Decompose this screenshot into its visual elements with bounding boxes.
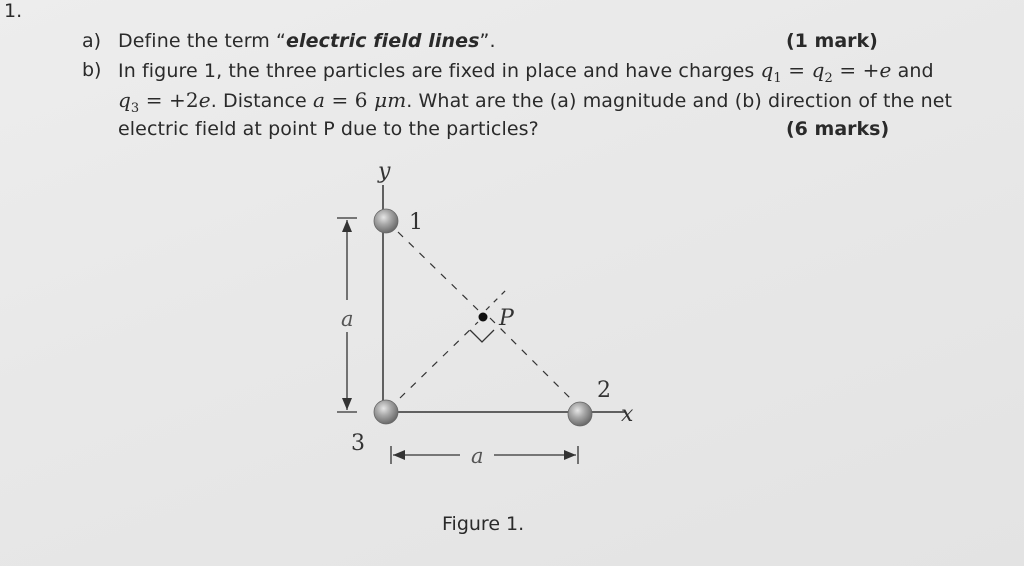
unit-micrometer: μm: [374, 88, 407, 112]
figure-1-diagram: [320, 150, 660, 480]
e2-symbol: e: [198, 88, 211, 112]
y-axis-label: y: [378, 159, 391, 184]
part-b-line-2: [118, 88, 952, 116]
dot: .: [210, 90, 223, 112]
part-b-marks: (6 marks): [786, 118, 890, 140]
particle-3-label: 3: [351, 431, 365, 456]
part-a-text: [118, 30, 496, 52]
equals-2: = +: [832, 58, 880, 82]
dim-horizontal-arrow-right: [564, 450, 576, 460]
right-angle-marker: [470, 330, 494, 342]
q3-subscript: 3: [130, 100, 140, 116]
dim-horizontal-label: a: [471, 444, 484, 468]
particle-1: [374, 209, 398, 233]
part-a-text-before: Define the term “: [118, 30, 286, 52]
part-a-text-after: ”.: [479, 30, 496, 52]
particle-3: [374, 400, 398, 424]
question-number: 1.: [4, 0, 23, 22]
equals-4: = 6: [325, 88, 375, 112]
particle-1-label: 1: [409, 210, 423, 235]
part-a-marks: (1 mark): [786, 30, 878, 52]
part-b-line2-rest: . What are the (a) magnitude and (b) direction of the net: [406, 90, 953, 112]
point-p: [479, 313, 488, 322]
and-word: and: [891, 60, 934, 82]
particle-2-label: 2: [597, 378, 611, 403]
e-symbol: e: [879, 58, 892, 82]
q3-symbol: q: [118, 88, 131, 112]
part-b-label: b): [82, 59, 102, 81]
q2-subscript: 2: [824, 70, 833, 86]
a-variable: a: [313, 88, 326, 112]
term-electric-field-lines: electric field lines: [286, 30, 480, 52]
distance-text: Distance: [222, 90, 313, 112]
part-a-label: a): [82, 30, 102, 52]
dim-vertical-label: a: [341, 307, 354, 331]
equals-1: =: [781, 58, 812, 82]
point-p-label: P: [499, 306, 514, 331]
q1-symbol: q: [760, 58, 774, 82]
dashed-line-3-to-p: [400, 322, 478, 398]
part-b-line-3: electric field at point P due to the particles?: [118, 118, 539, 140]
particle-2: [568, 402, 592, 426]
part-b-line1-text: In figure 1, the three particles are fixed in place and have charges: [118, 60, 761, 82]
dim-vertical-arrow-up: [342, 220, 352, 232]
equals-3: = +2: [139, 88, 199, 112]
dim-vertical-arrow-down: [342, 398, 352, 410]
figure-caption: Figure 1.: [442, 513, 525, 535]
part-b-line-1: [118, 58, 934, 86]
dashed-line-1-to-p: [398, 232, 478, 310]
x-axis-label: x: [621, 402, 634, 427]
q1-subscript: 1: [773, 70, 782, 86]
q2-symbol: q: [811, 58, 825, 82]
dim-horizontal-arrow-left: [393, 450, 405, 460]
